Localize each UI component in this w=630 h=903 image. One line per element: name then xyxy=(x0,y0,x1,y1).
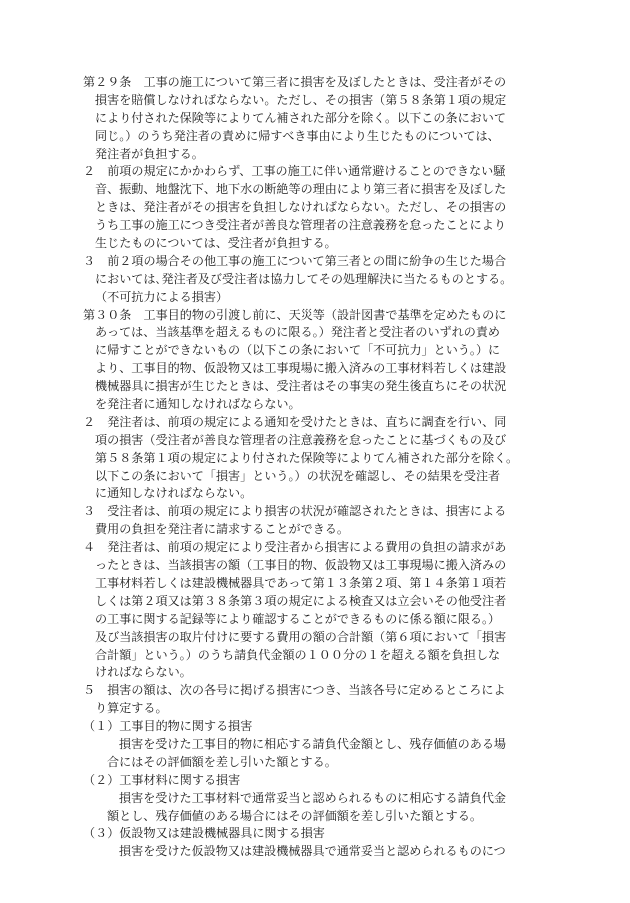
text-line: しくは第２項又は第３８条第３項の規定による検査又は立会いその他受注者 xyxy=(95,593,507,608)
text-line: ければならない。 xyxy=(95,665,192,680)
text-line: 額とし、残存価値のある場合にはその評価額を差し引いた額とする。 xyxy=(107,808,482,823)
text-line: においては､発注者及び受注者は協力してその処理解決に当たるものとする。 xyxy=(95,271,513,286)
item-heading: （１）工事目的物に関する損害 xyxy=(83,719,253,734)
text-line: 第３０条 工事目的物の引渡し前に、天災等（設計図書で基準を定めたものに xyxy=(83,307,507,322)
text-line: 項の損害（受注者が善良な管理者の注意義務を怠ったことに基づくもの及び xyxy=(95,432,507,447)
text-line: 損害を賠償しなければならない。ただし、その損害（第５８条第１項の規定 xyxy=(95,92,507,107)
text-line: に帰すことができないもの（以下この条において「不可抗力」という。）に xyxy=(95,343,501,358)
text-line: の工事に関する記録等により確認することができるものに係る額に限る。） xyxy=(95,611,501,626)
text-line: 第２９条 工事の施工について第三者に損害を及ぼしたときは、受注者がその xyxy=(83,75,507,89)
text-line: ２ 発注者は、前項の規定による通知を受けたときは、直ちに調査を行い、同 xyxy=(83,414,507,429)
text-line: うち工事の施工につき受注者が善良な管理者の注意義務を怠ったことにより xyxy=(95,218,506,233)
text-line: 損害を受けた仮設物又は建設機械器具で通常妥当と認められるものにつ xyxy=(119,844,506,859)
text-line: 損害を受けた工事目的物に相応する請負代金額とし、残存価値のある場 xyxy=(119,736,507,751)
text-line: ３ 前２項の場合その他工事の施工について第三者との間に紛争の生じた場合 xyxy=(83,253,507,268)
article-text xyxy=(83,74,553,861)
text-line: より、工事目的物、仮設物又は工事現場に搬入済みの工事材料若しくは建設 xyxy=(95,361,507,376)
text-line: により付された保険等によりてん補された部分を除く。以下この条において xyxy=(95,110,506,125)
text-line: り算定する。 xyxy=(95,701,168,716)
text-line: あっては、当該基準を超えるものに限る。）発注者と受注者のいずれの責め xyxy=(95,325,501,340)
text-line: 及び当該損害の取片付けに要する費用の額の合計額（第６項において「損害 xyxy=(95,629,507,644)
text-line: 発注者が負担する。 xyxy=(95,146,204,161)
text-line: 損害を受けた工事材料で通常妥当と認められるものに相応する請負代金 xyxy=(119,790,507,805)
text-line: 同じ。）のうち発注者の責めに帰すべき事由により生じたものについては、 xyxy=(95,128,500,143)
text-line: 音、振動、地盤沈下、地下水の断絶等の理由により第三者に損害を及ぼした xyxy=(95,182,507,197)
item-heading: （２）工事材料に関する損害 xyxy=(83,772,241,787)
text-line: 合にはその評価額を差し引いた額とする。 xyxy=(107,754,337,769)
text-line: 費用の負担を発注者に請求することができる。 xyxy=(95,522,349,537)
text-line: 工事材料若しくは建設機械器具であって第１３条第２項、第１４条第１項若 xyxy=(95,575,507,590)
text-line: 生じたものについては、受注者が負担する。 xyxy=(95,236,337,251)
text-line: 第５８条第１項の規定により付された保険等によりてん補された部分を除く。 xyxy=(95,450,519,465)
item-heading: （３）仮設物又は建設機械器具に関する損害 xyxy=(83,826,325,841)
text-line: ４ 発注者は、前項の規定により受注者から損害による費用の負担の請求があ xyxy=(83,540,507,555)
text-line: ときは、発注者がその損害を負担しなければならない。ただし、その損害の xyxy=(95,200,507,215)
section-heading: （不可抗力による損害） xyxy=(95,289,229,304)
text-line: に通知しなければならない。 xyxy=(95,486,253,501)
text-line: ５ 損害の額は、次の各号に掲げる損害につき、当該各号に定めるところによ xyxy=(83,683,506,698)
text-line: 合計額」という。）のうち請負代金額の１００分の１を超える額を負担しな xyxy=(95,647,501,662)
text-line: 以下この条において「損害」という。）の状況を確認し、その結果を受注者 xyxy=(95,468,501,483)
text-line: を発注者に通知しなければならない。 xyxy=(95,397,301,412)
text-line: ３ 受注者は、前項の規定により損害の状況が確認されたときは、損害による xyxy=(83,504,507,519)
text-line: ったときは、当該損害の額（工事目的物、仮設物又は工事現場に搬入済みの xyxy=(95,558,507,573)
text-line: 機械器具に損害が生じたときは、受注者はその事実の発生後直ちにその状況 xyxy=(95,379,507,394)
text-line: ２ 前項の規定にかかわらず、工事の施工に伴い通常避けることのできない騒 xyxy=(83,164,506,179)
